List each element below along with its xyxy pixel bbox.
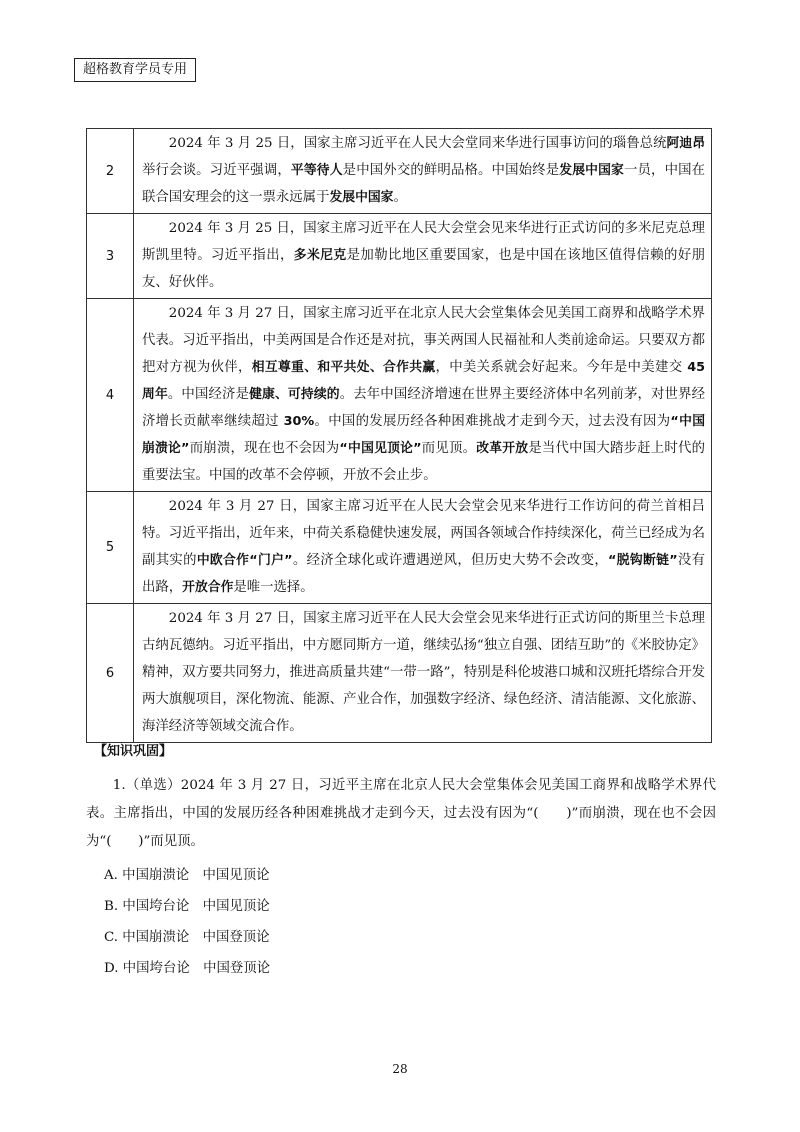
emphasis-text: 相互尊重、和平共处、合作共赢	[251, 360, 436, 375]
page-number: 28	[392, 1062, 408, 1076]
body-text: 是当代中国大踏步赶上时代的重要法宝。中国的改革不会停顿，开放不会止步。	[142, 441, 706, 483]
table-row	[87, 604, 712, 743]
row-text	[134, 299, 712, 492]
body-text: 举行会谈。习近平强调，	[142, 163, 291, 178]
emphasis-text: 30%	[278, 414, 315, 429]
body-text: 。中国经济是	[167, 387, 250, 402]
row-number: 6	[87, 604, 134, 743]
table-row	[87, 299, 712, 492]
section-title: 【知识巩固】	[94, 744, 173, 759]
emphasis-text: “中国崩溃论”	[142, 414, 706, 456]
question-text: 1.（单选）2024 年 3 月 27 日，习近平主席在北京人民大会堂集体会见美国工商界和战略学术界代表。主席指出，中国的发展历经各种困难挑战才走到今天，过去没有因为“( )”而崩溃，现在也不会因为“( )”而见顶。	[86, 778, 716, 849]
option-b: B. 中国垮台论 中国见顶论	[104, 899, 270, 914]
body-text: 2024 年 3 月 27 日，国家主席习近平在人民大会堂会见来华进行正式访问的斯里兰卡总理古纳瓦德纳。习近平指出，中方愿同斯方一道，继续弘扬“独立自强、团结互助”的《米胶协定》精神，双方要共同努力，推进高质量共建“一带一路”，特别是科伦坡港口城和汉班托塔综合开发两大旗舰项目，深化物流、能源、产业合作，加强数字经济、绿色经济、清洁能源、文化旅游、海洋经济等领域交流合作。	[142, 611, 705, 734]
table-row	[87, 214, 712, 299]
emphasis-text: 阿迪昂	[666, 136, 705, 151]
emphasis-text: 平等待人	[290, 163, 343, 178]
body-text: 而崩溃，现在也不会因为	[189, 441, 340, 456]
body-text: ，中美关系就会好起来。今年是中美建交	[435, 360, 683, 375]
options-list	[104, 860, 270, 984]
row-text	[134, 129, 712, 214]
row-text	[134, 492, 712, 604]
body-text: 是加勒比地区重要国家，也是中国在该地区值得信赖的好朋友、好伙伴。	[142, 248, 706, 290]
emphasis-text: 发展中国家	[329, 190, 394, 205]
emphasis-text: 改革开放	[476, 441, 529, 456]
body-text: 。	[393, 190, 407, 205]
emphasis-text: “脱钩断链”	[608, 553, 678, 568]
emphasis-text: 发展中国家	[559, 163, 624, 178]
table-row	[87, 129, 712, 214]
emphasis-text: 45 周年	[142, 360, 706, 402]
row-number: 4	[87, 299, 134, 492]
body-text: 2024 年 3 月 27 日，国家主席习近平在人民大会堂会见来华进行工作访问的荷兰首相吕特。习近平指出，近年来，中荷关系稳健快速发展，两国各领域合作持续深化，荷兰已经成为名副其实的	[142, 499, 705, 568]
body-text: 2024 年 3 月 27 日，国家主席习近平在北京人民大会堂集体会见美国工商界和战略学术界代表。习近平指出，中美两国是合作还是对抗，事关两国人民福祉和人类前途命运。只要双方都把对方视为伙伴，	[142, 306, 705, 375]
body-text: 而见顶。	[421, 441, 477, 456]
row-text	[134, 214, 712, 299]
body-text: 没有出路，	[142, 553, 706, 595]
body-text: 2024 年 3 月 25 日，国家主席习近平在人民大会堂会见来华进行正式访问的多米尼克总理斯凯里特。习近平指出，	[142, 221, 705, 263]
option-c: C. 中国崩溃论 中国登顶论	[104, 930, 270, 945]
body-text: 是中国外交的鲜明品格。中国始终是	[342, 163, 560, 178]
emphasis-text: 开放合作	[182, 580, 234, 595]
body-text: 。中国的发展历经各种困难挑战才走到今天，过去没有因为	[314, 414, 671, 429]
row-text	[134, 604, 712, 743]
row-number: 5	[87, 492, 134, 604]
body-text: 。经济全球化或许遭遇逆风，但历史大势不会改变，	[292, 553, 609, 568]
table-row	[87, 492, 712, 604]
body-text: 。去年中国经济增速在世界主要经济体中名列前茅，对世界经济增长贡献率继续超过	[142, 387, 706, 429]
header-label-box	[74, 58, 196, 82]
option-d: D. 中国垮台论 中国登顶论	[104, 961, 271, 976]
body-text: 2024 年 3 月 25 日，国家主席习近平在人民大会堂同来华进行国事访问的瑙鲁总统	[168, 136, 667, 151]
header-label: 超格教育学员专用	[83, 62, 188, 77]
option-a: A. 中国崩溃论 中国见顶论	[104, 868, 270, 883]
emphasis-text: 健康、可持续的	[249, 387, 340, 402]
row-number: 3	[87, 214, 134, 299]
body-text: 是唯一选择。	[233, 580, 314, 595]
emphasis-text: 多米尼克	[293, 248, 347, 263]
row-number: 2	[87, 129, 134, 214]
news-table	[86, 128, 712, 743]
emphasis-text: “中国见顶论”	[339, 441, 422, 456]
body-text: 一员，中国在联合国安理会的这一票永远属于	[142, 163, 706, 205]
emphasis-text: 中欧合作“门户”	[196, 553, 293, 568]
